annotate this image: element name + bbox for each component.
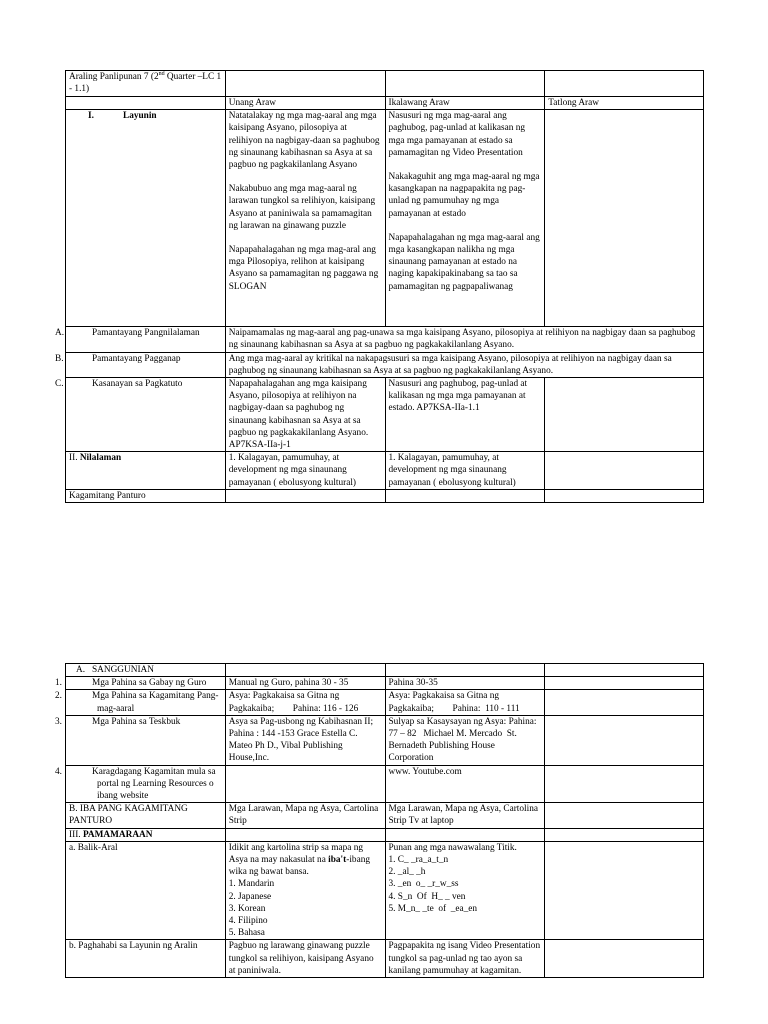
balik-aral-day1-cell: Idikit ang kartolina strip sa mapa ng Asya na may nakasulat na iba't-ibang wika ng bawat bansa. 1. Mandarin 2. Japanese 3. Korean 4. Filipino 5. Bahasa — [225, 841, 385, 940]
header-ikalawang-araw: Ikalawang Araw — [385, 97, 545, 110]
table-row-pamantayang-pagganap: B. Pamantayang Pagganap Ang mga mag-aaral ay kritikal na nakapagsusuri sa mga kaisipang Asyano, pilosopiya at relihiyon na nagbigay daan sa paghubog ng sinaunang kabihasnan sa Asya at sa pagbuo ng pagkakakilanlang Asyano. — [66, 352, 704, 377]
kagamitan-label-cell: Kagamitang Panturo — [66, 489, 226, 502]
header-tatlong-araw: Tatlong Araw — [545, 97, 704, 110]
lesson-plan-table-1 — [55, 70, 704, 503]
table-row-pamamaraan: III. PAMAMARAAN — [66, 828, 704, 841]
table-title-cell: Araling Panlipunan 7 (2nd Quarter –LC 1 - 1.1) — [66, 71, 226, 97]
pamantayang-pagganap-content: Ang mga mag-aaral ay kritikal na nakapagsusuri sa mga kaisipang Asyano, pilosopiya at relihiyon na nagbigay daan sa paghubog ng sinaunang kabihasnan sa Asya at sa pagbuo ng pagkakakilanlang Asyano. — [225, 352, 703, 377]
layunin-day1-cell: Natatalakay ng mga mag-aaral ang mga kaisipang Asyano, pilosopiya at relihiyon na nagbigay-daan sa paghubog ng sinaunang kabihasnan sa Asya at sa pagbuo ng pagkakilanlang Asyano Nakabubuo ang mga mag-aaral ng larawan tungkol sa relihiyon, kaisipang Asyano at paniniwala sa pamamagitan ng larawan na ginawang puzzle Napapahalagahan ng mga mag-aral ang mga Pilosopiya, relihon at kaisipang Asyano sa pamamagitan ng paggawa ng SLOGAN — [225, 110, 385, 327]
layunin-day2-cell: Nasusuri ng mga mag-aaral ang paghubog, pag-unlad at kalikasan ng mga mga pamayanan at estado sa pamamagitan ng Video Presentation Nakakaguhit ang mga mag-aaral ng mga kasangkapan na nagpapakita ng pag-unlad ng pamumuhay ng mga pamayanan at estado Napapahalagahan ng mga mag-aaral ang mga kasangkapan nalikha ng mga sinaunang pamayanan at estado na naging kapakipakinabang sa tao sa pamamagitan ng pagpapaliwanag — [385, 110, 545, 327]
kasanayan-day1-cell: Napapahalagahan ang mga kaisipang Asyano, pilosopiya at relihiyon na nagbigay-daan sa paghubog ng sinaunang kabihasnan sa Asya at sa pagbuo ng pagkakakilanlang Asyano. AP7KSA-IIa-j-1 — [225, 378, 385, 452]
table-row-pamantayang-pangnilalaman: A. Pamantayang Pangnilalaman Naipamamalas ng mag-aaral ang pag-unawa sa mga kaisipang Asyano, pilosopiya at relihiyon na nagbigay daan sa paghubog ng sinaunang kabihasnan sa Asya at sa pagbuo ng pagkakakilanlang Asyano. — [66, 327, 704, 352]
kasanayan-day2-cell: Nasusuri ang paghubog, pag-unlad at kalikasan ng mga mga pamayanan at estado. AP7KSA-IIa-1.1 — [385, 378, 545, 452]
table-row-balik-aral: a. Balik-Aral Idikit ang kartolina strip sa mapa ng Asya na may nakasulat na iba't-ibang wika ng bawat bansa. 1. Mandarin 2. Japanese 3. Korean 4. Filipino 5. Bahasa Punan ang mga nawawalang Titik. 1. C_ _ra_a_t_n 2. _al_ _h 3. _en o_ _r_w_ss 4. S_n Of H_ _ ven 5. M_n_ _te of _ea_en — [66, 841, 704, 940]
layunin-label-cell: I. Layunin — [66, 110, 226, 327]
lesson-plan-table-2 — [55, 663, 704, 978]
table-header-row — [66, 97, 704, 110]
header-unang-araw: Unang Araw — [225, 97, 385, 110]
table-row-paghahabi: b. Paghahabi sa Layunin ng Aralin Pagbuo ng larawang ginawang puzzle tungkol sa relihiyon, kaisipang Asyano at paniniwala. Pagpapakita ng isang Video Presentation tungkol sa pag-unlad ng tao ayon sa kanilang pamumuhay at kagamitan. — [66, 940, 704, 978]
table-row: B. IBA PANG KAGAMITANG PANTURO Mga Larawan, Mapa ng Asya, Cartolina Strip Mga Larawan, Mapa ng Asya, Cartolina Strip Tv at laptop — [66, 803, 704, 828]
table-row-nilalaman: II. Nilalaman 1. Kalagayan, pamumuhay, at development ng mga sinaunang pamayanan ( ebolusyong kultural) 1. Kalagayan, pamumuhay, at development ng mga sinaunang pamayanan ( ebolusyong kultural) — [66, 452, 704, 490]
table-row: 1. Mga Pahina sa Gabay ng Guro Manual ng Guro, pahina 30 - 35 Pahina 30-35 — [66, 677, 704, 690]
table-row-layunin — [66, 110, 704, 327]
table-row-kagamitan — [66, 489, 704, 502]
website-link: www. Youtube.com — [385, 765, 545, 803]
table-row-sanggunian: A. SANGGUNIAN — [66, 664, 704, 677]
nilalaman-day2-cell: 1. Kalagayan, pamumuhay, at development ng mga sinaunang pamayanan ( ebolusyong kultural) — [385, 452, 545, 490]
table-row: 2. Mga Pahina sa Kagamitang Pang-mag-aaral Asya: Pagkakaisa sa Gitna ng Pagkakaiba; Pahina: 116 - 126 Asya: Pagkakaisa sa Gitna ng Pagkakaiba; Pahina: 110 - 111 — [66, 690, 704, 715]
table-row: 4. Karagdagang Kagamitan mula sa portal ng Learning Resources o ibang website www. Youtube.com — [66, 765, 704, 803]
pamantayang-pangnilalaman-content: Naipamamalas ng mag-aaral ang pag-unawa sa mga kaisipang Asyano, pilosopiya at relihiyon na nagbigay daan sa paghubog ng sinaunang kabihasnan sa Asya at sa pagbuo ng pagkakakilanlang Asyano. — [225, 327, 703, 352]
table-row-kasanayan: C. Kasanayan sa Pagkatuto Napapahalagahan ang mga kaisipang Asyano, pilosopiya at relihiyon na nagbigay-daan sa paghubog ng sinaunang kabihasnan sa Asya at sa pagbuo ng pagkakakilanlang Asyano. AP7KSA-IIa-j-1 Nasusuri ang paghubog, pag-unlad at kalikasan ng mga mga pamayanan at estado. AP7KSA-IIa-1.1 — [66, 378, 704, 452]
nilalaman-day1-cell: 1. Kalagayan, pamumuhay, at development ng mga sinaunang pamayanan ( ebolusyong kultural) — [225, 452, 385, 490]
balik-aral-day2-cell: Punan ang mga nawawalang Titik. 1. C_ _ra_a_t_n 2. _al_ _h 3. _en o_ _r_w_ss 4. S_n Of H_ _ ven 5. M_n_ _te of _ea_en — [385, 841, 545, 940]
table-row — [66, 71, 704, 97]
table-row: 3. Mga Pahina sa Teskbuk Asya sa Pag-usbong ng Kabihasnan II; Pahina : 144 -153 Grace Estella C. Mateo Ph D., Vibal Publishing House,Inc. Sulyap sa Kasaysayan ng Asya: Pahina: 77 – 82 Michael M. Mercado St. Bernadeth Publishing House Corporation — [66, 715, 704, 765]
